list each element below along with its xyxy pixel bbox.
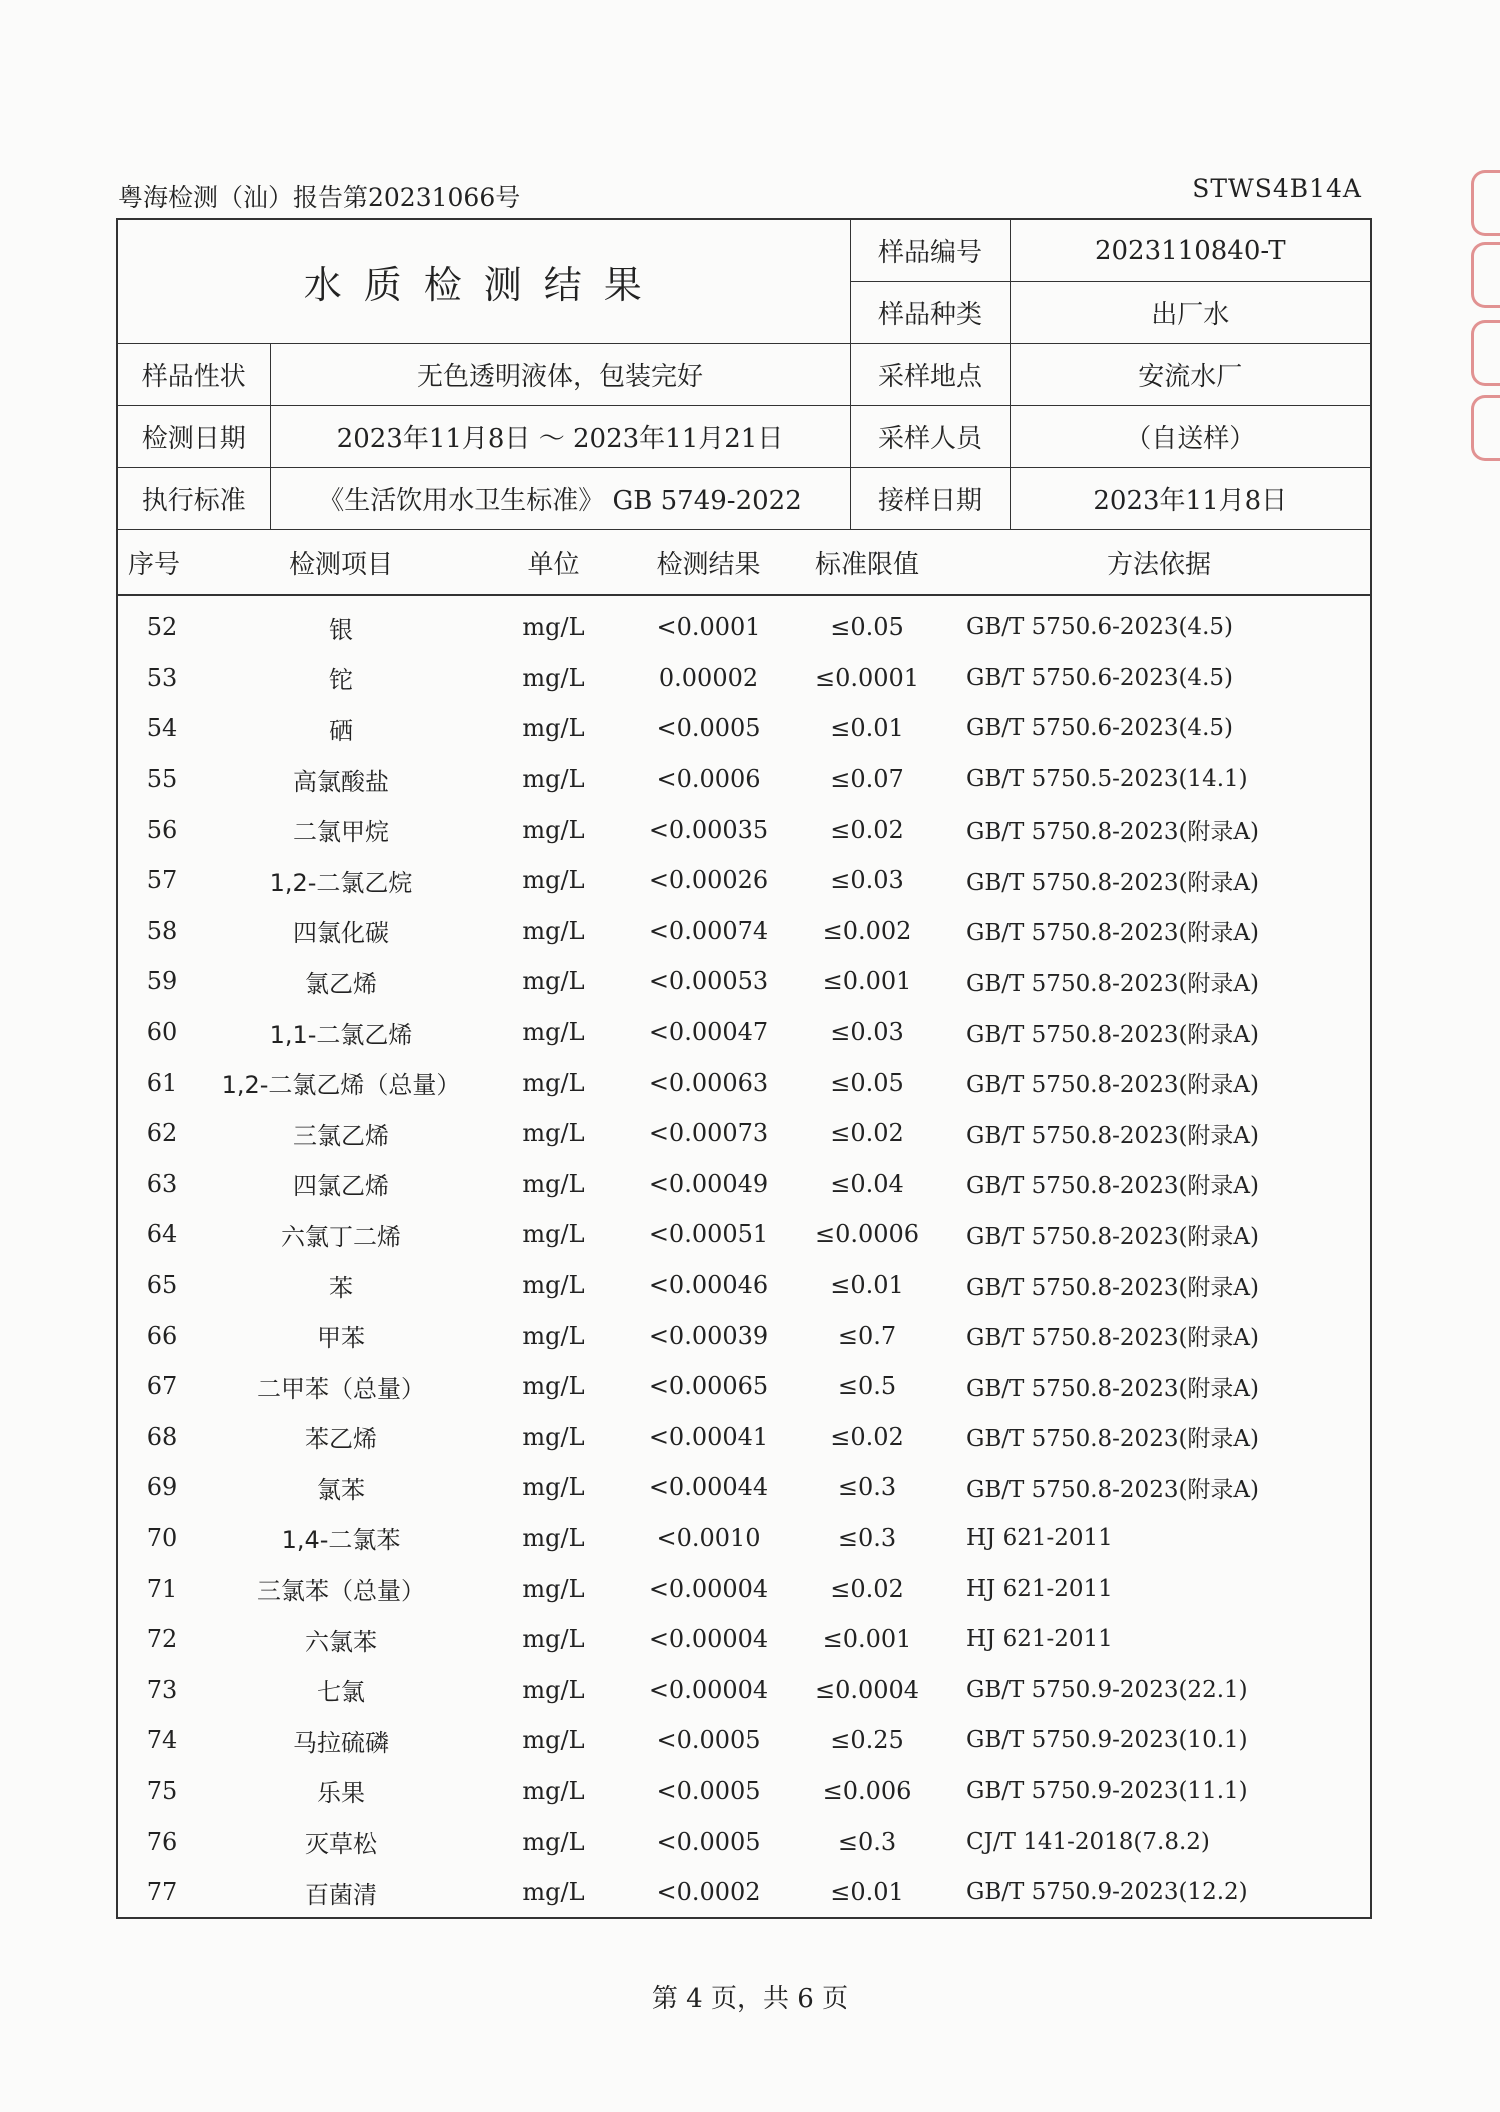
cell-result: 0.00002: [658, 663, 759, 692]
cell-method: HJ 621-2011: [966, 1524, 1113, 1551]
cell-method: GB/T 5750.8-2023(附录A): [966, 1476, 1260, 1503]
cell-limit: ≤0.04: [830, 1169, 904, 1198]
table-row: [118, 906, 1370, 957]
appearance-label: 样品性状: [118, 344, 270, 406]
cell-no: 60: [146, 1018, 178, 1047]
cell-method: GB/T 5750.9-2023(11.1): [966, 1777, 1248, 1804]
cell-limit: ≤0.03: [830, 1018, 904, 1047]
cell-no: 59: [146, 967, 178, 996]
cell-unit: mg/L: [522, 1220, 585, 1249]
cell-unit: mg/L: [522, 1169, 585, 1198]
cell-unit: mg/L: [522, 1271, 585, 1300]
table-row: [118, 595, 1370, 653]
table-row: [118, 1412, 1370, 1463]
cell-result: <0.0002: [656, 1878, 761, 1907]
cell-limit: ≤0.3: [837, 1473, 897, 1502]
cell-method: GB/T 5750.8-2023(附录A): [966, 1426, 1260, 1453]
table-row: [118, 1766, 1370, 1817]
sample-type-value: 出厂水: [1010, 282, 1370, 344]
cell-limit: ≤0.001: [822, 1625, 912, 1654]
table-row: [118, 1867, 1370, 1918]
cell-item: 1,2-二氯乙烯（总量）: [221, 1071, 461, 1100]
table-row: [118, 804, 1370, 855]
cell-method: GB/T 5750.8-2023(附录A): [966, 1173, 1260, 1200]
cell-limit: ≤0.07: [830, 765, 904, 794]
cell-item: 铊: [329, 666, 353, 695]
cell-limit: ≤0.05: [830, 613, 904, 642]
cell-no: 61: [146, 1068, 178, 1097]
cell-item: 氯苯: [317, 1475, 365, 1504]
standard-value: 《生活饮用水卫生标准》 GB 5749-2022: [270, 468, 850, 530]
table-row: [118, 1513, 1370, 1564]
cell-method: GB/T 5750.8-2023(附录A): [966, 1122, 1260, 1149]
cell-item: 七氯: [317, 1678, 365, 1707]
cell-result: <0.00004: [648, 1625, 769, 1654]
table-row: [118, 1057, 1370, 1108]
cell-result: <0.0005: [656, 1726, 761, 1755]
col-header-item: 检测项目: [206, 530, 476, 595]
cell-unit: mg/L: [522, 613, 585, 642]
cell-item: 氯乙烯: [305, 969, 377, 998]
cell-result: <0.00049: [648, 1169, 769, 1198]
cell-limit: ≤0.02: [830, 1119, 904, 1148]
cell-unit: mg/L: [522, 1372, 585, 1401]
cell-unit: mg/L: [522, 967, 585, 996]
cell-method: GB/T 5750.8-2023(附录A): [966, 1223, 1260, 1250]
cell-no: 52: [146, 613, 178, 642]
cell-no: 72: [146, 1625, 178, 1654]
cell-unit: mg/L: [522, 1321, 585, 1350]
cell-no: 75: [146, 1776, 178, 1805]
cell-no: 56: [146, 815, 178, 844]
cell-no: 76: [146, 1827, 178, 1856]
table-row: [118, 1007, 1370, 1058]
cell-limit: ≤0.02: [830, 1422, 904, 1451]
table-row: [118, 1260, 1370, 1311]
cell-method: GB/T 5750.6-2023(4.5): [966, 715, 1233, 742]
cell-item: 三氯乙烯: [293, 1121, 389, 1150]
cell-result: <0.00004: [648, 1675, 769, 1704]
cell-item: 三氯苯（总量）: [257, 1577, 425, 1606]
cell-method: GB/T 5750.9-2023(22.1): [966, 1676, 1248, 1703]
cell-method: GB/T 5750.8-2023(附录A): [966, 970, 1260, 997]
cell-limit: ≤0.006: [822, 1776, 912, 1805]
cell-limit: ≤0.05: [830, 1068, 904, 1097]
cell-method: GB/T 5750.8-2023(附录A): [966, 1375, 1260, 1402]
table-row: [118, 1614, 1370, 1665]
cell-item: 1,2-二氯乙烷: [269, 868, 413, 897]
cell-result: <0.00063: [648, 1068, 769, 1097]
cell-unit: mg/L: [522, 1726, 585, 1755]
cell-limit: ≤0.3: [837, 1827, 897, 1856]
col-header-result: 检测结果: [631, 530, 786, 595]
cell-method: GB/T 5750.9-2023(12.2): [966, 1879, 1248, 1906]
cell-method: GB/T 5750.8-2023(附录A): [966, 1072, 1260, 1099]
cell-unit: mg/L: [522, 1878, 585, 1907]
cell-unit: mg/L: [522, 1018, 585, 1047]
cell-item: 硒: [329, 716, 353, 745]
sampler-label: 采样人员: [850, 406, 1010, 468]
cell-item: 四氯化碳: [293, 919, 389, 948]
cell-limit: ≤0.0004: [814, 1675, 920, 1704]
sample-no-label: 样品编号: [850, 220, 1010, 282]
cell-limit: ≤0.0001: [814, 663, 920, 692]
cell-unit: mg/L: [522, 1827, 585, 1856]
cell-limit: ≤0.7: [837, 1321, 897, 1350]
cell-unit: mg/L: [522, 1625, 585, 1654]
cell-method: GB/T 5750.8-2023(附录A): [966, 920, 1260, 947]
table-row: [118, 1159, 1370, 1210]
cell-limit: ≤0.002: [822, 916, 912, 945]
cell-no: 74: [146, 1726, 178, 1755]
cell-unit: mg/L: [522, 1523, 585, 1552]
cell-result: <0.00035: [648, 815, 769, 844]
cell-unit: mg/L: [522, 765, 585, 794]
red-seal-stamp: [1466, 170, 1500, 470]
cell-no: 70: [146, 1523, 178, 1552]
cell-item: 六氯丁二烯: [281, 1222, 401, 1251]
cell-unit: mg/L: [522, 1473, 585, 1502]
receive-date-value: 2023年11月8日: [1010, 468, 1370, 530]
cell-result: <0.00039: [648, 1321, 769, 1350]
cell-item: 苯乙烯: [305, 1425, 377, 1454]
cell-unit: mg/L: [522, 1776, 585, 1805]
cell-no: 66: [146, 1321, 178, 1350]
cell-unit: mg/L: [522, 1068, 585, 1097]
cell-method: GB/T 5750.8-2023(附录A): [966, 1021, 1260, 1048]
table-row: [118, 855, 1370, 906]
cell-result: <0.00046: [648, 1271, 769, 1300]
cell-no: 58: [146, 916, 178, 945]
sample-info-table: [118, 220, 1370, 530]
document-title: 水质检测结果: [118, 220, 850, 344]
table-row: [118, 1310, 1370, 1361]
table-row: [118, 956, 1370, 1007]
cell-method: GB/T 5750.8-2023(附录A): [966, 819, 1260, 846]
cell-unit: mg/L: [522, 1675, 585, 1704]
cell-limit: ≤0.03: [830, 866, 904, 895]
col-header-limit: 标准限值: [786, 530, 948, 595]
cell-result: <0.00074: [648, 916, 769, 945]
cell-method: HJ 621-2011: [966, 1626, 1113, 1653]
table-row: [118, 1209, 1370, 1260]
table-row: [118, 1816, 1370, 1867]
cell-unit: mg/L: [522, 1119, 585, 1148]
cell-method: GB/T 5750.8-2023(附录A): [966, 1325, 1260, 1352]
cell-result: <0.00004: [648, 1574, 769, 1603]
cell-limit: ≤0.01: [830, 1878, 904, 1907]
cell-item: 银: [329, 615, 353, 644]
cell-result: <0.00041: [648, 1422, 769, 1451]
cell-method: CJ/T 141-2018(7.8.2): [966, 1828, 1210, 1855]
cell-result: <0.0006: [656, 765, 761, 794]
cell-no: 53: [146, 663, 178, 692]
cell-result: <0.0010: [656, 1523, 761, 1552]
cell-item: 二氯甲烷: [293, 818, 389, 847]
cell-item: 苯: [329, 1273, 353, 1302]
table-row: [118, 1462, 1370, 1513]
col-header-unit: 单位: [476, 530, 631, 595]
table-row: [118, 653, 1370, 704]
cell-method: GB/T 5750.8-2023(附录A): [966, 1274, 1260, 1301]
location-value: 安流水厂: [1010, 344, 1370, 406]
table-row: [118, 1361, 1370, 1412]
cell-result: <0.00053: [648, 967, 769, 996]
table-row: [118, 1715, 1370, 1766]
results-body: [118, 595, 1370, 1917]
test-date-value: 2023年11月8日 ～ 2023年11月21日: [270, 406, 850, 468]
cell-method: GB/T 5750.9-2023(10.1): [966, 1727, 1248, 1754]
table-row: [118, 1563, 1370, 1614]
cell-no: 54: [146, 714, 178, 743]
cell-no: 68: [146, 1422, 178, 1451]
cell-result: <0.00026: [648, 866, 769, 895]
cell-item: 马拉硫磷: [293, 1728, 389, 1757]
standard-label: 执行标准: [118, 468, 270, 530]
cell-method: HJ 621-2011: [966, 1575, 1113, 1602]
sample-no-value: 2023110840-T: [1010, 220, 1370, 282]
sample-type-label: 样品种类: [850, 282, 1010, 344]
location-label: 采样地点: [850, 344, 1010, 406]
cell-no: 57: [146, 866, 178, 895]
cell-limit: ≤0.02: [830, 815, 904, 844]
cell-limit: ≤0.3: [837, 1523, 897, 1552]
cell-method: GB/T 5750.8-2023(附录A): [966, 869, 1260, 896]
page-number: 第 4 页，共 6 页: [651, 1984, 849, 2014]
col-header-method: 方法依据: [948, 530, 1370, 595]
cell-item: 1,4-二氯苯: [281, 1526, 401, 1555]
cell-item: 乐果: [317, 1779, 365, 1808]
cell-limit: ≤0.0006: [814, 1220, 920, 1249]
cell-result: <0.0001: [656, 613, 761, 642]
cell-result: <0.0005: [656, 1776, 761, 1805]
cell-result: <0.00051: [648, 1220, 769, 1249]
table-row: [118, 703, 1370, 754]
cell-no: 67: [146, 1372, 178, 1401]
cell-no: 65: [146, 1271, 178, 1300]
cell-unit: mg/L: [522, 815, 585, 844]
cell-item: 二甲苯（总量）: [257, 1374, 425, 1403]
results-table: [118, 530, 1370, 1917]
receive-date-label: 接样日期: [850, 468, 1010, 530]
cell-no: 64: [146, 1220, 178, 1249]
cell-result: <0.00047: [648, 1018, 769, 1047]
table-row: [118, 1108, 1370, 1159]
cell-method: GB/T 5750.5-2023(14.1): [966, 766, 1248, 793]
cell-no: 55: [146, 765, 178, 794]
cell-item: 高氯酸盐: [293, 767, 389, 796]
cell-no: 62: [146, 1119, 178, 1148]
cell-method: GB/T 5750.6-2023(4.5): [966, 664, 1233, 691]
cell-no: 63: [146, 1169, 178, 1198]
cell-item: 六氯苯: [305, 1627, 377, 1656]
sampler-value: （自送样）: [1010, 406, 1370, 468]
cell-limit: ≤0.02: [830, 1574, 904, 1603]
cell-result: <0.0005: [656, 714, 761, 743]
cell-no: 71: [146, 1574, 178, 1603]
cell-item: 灭草松: [305, 1830, 377, 1859]
test-date-label: 检测日期: [118, 406, 270, 468]
cell-result: <0.0005: [656, 1827, 761, 1856]
cell-unit: mg/L: [522, 916, 585, 945]
cell-item: 1,1-二氯乙烯: [269, 1020, 413, 1049]
cell-limit: ≤0.01: [830, 1271, 904, 1300]
table-row: [118, 754, 1370, 805]
col-header-no: 序号: [118, 530, 206, 595]
cell-unit: mg/L: [522, 714, 585, 743]
cell-limit: ≤0.01: [830, 714, 904, 743]
cell-result: <0.00073: [648, 1119, 769, 1148]
table-row: [118, 1664, 1370, 1715]
report-table: [116, 218, 1372, 1919]
cell-result: <0.00044: [648, 1473, 769, 1502]
cell-item: 四氯乙烯: [293, 1172, 389, 1201]
cell-item: 百菌清: [305, 1880, 377, 1909]
cell-no: 69: [146, 1473, 178, 1502]
cell-method: GB/T 5750.6-2023(4.5): [966, 614, 1233, 641]
cell-no: 77: [146, 1878, 178, 1907]
cell-unit: mg/L: [522, 866, 585, 895]
cell-no: 73: [146, 1675, 178, 1704]
cell-result: <0.00065: [648, 1372, 769, 1401]
cell-unit: mg/L: [522, 663, 585, 692]
cell-unit: mg/L: [522, 1574, 585, 1603]
cell-limit: ≤0.5: [837, 1372, 897, 1401]
report-code: STWS4B14A: [1192, 174, 1362, 203]
cell-limit: ≤0.25: [830, 1726, 904, 1755]
cell-unit: mg/L: [522, 1422, 585, 1451]
cell-item: 甲苯: [317, 1324, 365, 1353]
cell-limit: ≤0.001: [822, 967, 912, 996]
report-number: 粤海检测（汕）报告第20231066号: [118, 183, 521, 212]
appearance-value: 无色透明液体，包装完好: [270, 344, 850, 406]
